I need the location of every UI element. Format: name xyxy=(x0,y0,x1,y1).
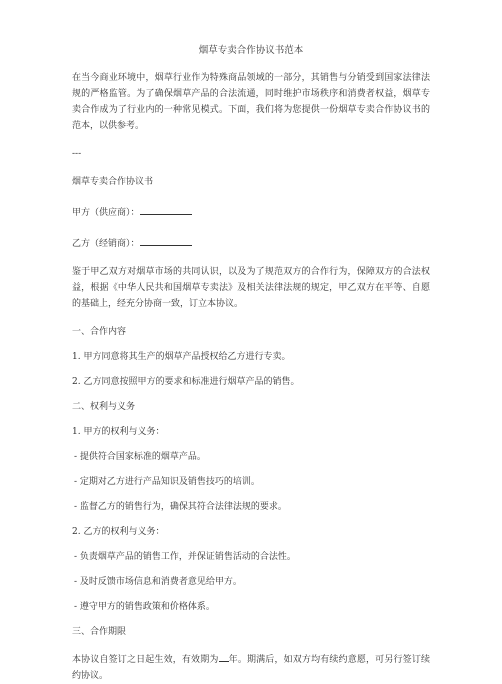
party-b-duty-item: - 及时反馈市场信息和消费者意见给甲方。 xyxy=(74,577,242,587)
section-1-item: 2. 乙方同意按照甲方的要求和标准进行烟草产品的销售。 xyxy=(72,377,300,387)
party-a-line xyxy=(72,202,430,221)
party-b-duties-heading: 2. 乙方的权利与义务： xyxy=(72,527,165,537)
party-b-label: 乙方（经销商）： xyxy=(72,239,140,249)
party-b-blank xyxy=(140,233,192,246)
section-1-heading: 一、合作内容 xyxy=(72,327,127,337)
term-years-blank xyxy=(219,649,229,662)
preamble-paragraph: 鉴于甲乙双方对烟草市场的共同认识，以及为了规范双方的合作行为，保障双方的合法权益，根据《中华人民共和国烟草专卖法》及相关法律法规的规定，甲乙双方在平等、自愿的基础上，经充分协商一致，订立本协议。 xyxy=(72,267,430,309)
term-paragraph xyxy=(72,649,430,684)
party-a-duty-item: - 监督乙方的销售行为，确保其符合法律法规的要求。 xyxy=(74,502,287,512)
party-a-duties-heading: 1. 甲方的权利与义务： xyxy=(72,427,165,437)
document-title: 烟草专卖合作协议书范本 xyxy=(198,45,304,56)
section-3-heading: 三、合作期限 xyxy=(72,627,127,637)
party-b-duty-item: - 遵守甲方的销售政策和价格体系。 xyxy=(74,602,215,612)
term-text-before: 本协议自签订之日起生效，有效期为 xyxy=(72,655,219,665)
separator: --- xyxy=(72,149,82,159)
section-2-heading: 二、权利与义务 xyxy=(72,402,136,412)
agreement-subtitle: 烟草专卖合作协议书 xyxy=(72,177,154,187)
party-b-duty-item: - 负责烟草产品的销售工作，并保证销售活动的合法性。 xyxy=(74,552,296,562)
party-a-duty-item: - 提供符合国家标准的烟草产品。 xyxy=(74,452,206,462)
section-1-item: 1. 甲方同意将其生产的烟草产品授权给乙方进行专卖。 xyxy=(72,352,291,362)
intro-paragraph: 在当今商业环境中，烟草行业作为特殊商品领域的一部分，其销售与分销受到国家法律法规的严格监管。为了确保烟草产品的合法流通，同时维护市场秩序和消费者权益，烟草专卖合作成为了行业内的一种常见模式。下面，我们将为您提供一份烟草专卖合作协议书的范本，以供参考。 xyxy=(72,73,430,131)
party-b-line xyxy=(72,233,430,252)
party-a-label: 甲方（供应商）： xyxy=(72,208,140,218)
party-a-blank xyxy=(140,202,192,215)
term-text-after: 年。期满后，如双方均有续约意愿，可另行签订续约协议。 xyxy=(72,655,430,681)
party-a-duty-item: - 定期对乙方进行产品知识及销售技巧的培训。 xyxy=(74,477,260,487)
